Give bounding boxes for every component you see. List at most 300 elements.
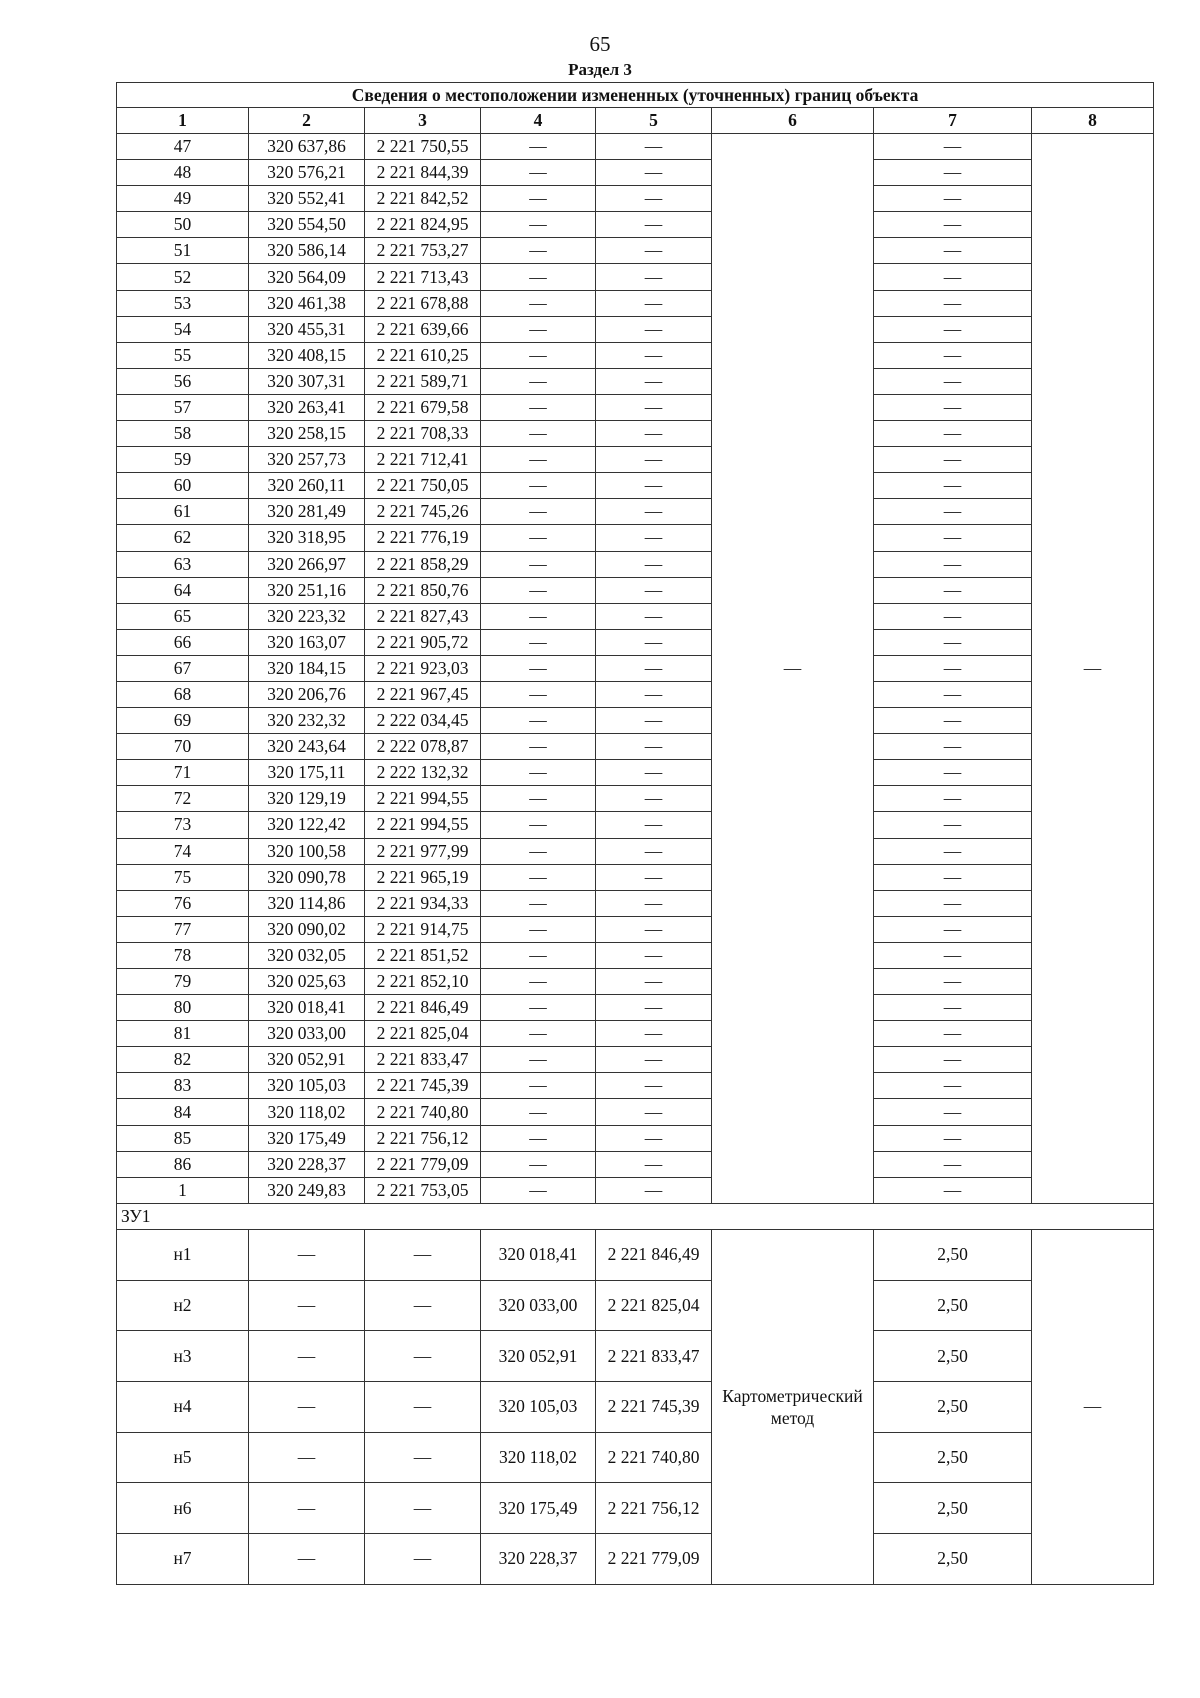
coord-x-cell: 320 184,15 — [249, 655, 365, 681]
new-y-cell: — — [596, 916, 712, 942]
column-header: 2 — [249, 108, 365, 134]
new-y-cell: — — [596, 342, 712, 368]
coord-x-cell: 320 576,21 — [249, 160, 365, 186]
new-y-cell: — — [596, 681, 712, 707]
point-number-cell: 83 — [117, 1073, 249, 1099]
new-y-cell: — — [596, 942, 712, 968]
new-y-cell: — — [596, 421, 712, 447]
new-x-cell: — — [481, 1021, 596, 1047]
new-y-cell: — — [596, 603, 712, 629]
new-y-cell: — — [596, 1151, 712, 1177]
new-x-cell: 320 118,02 — [481, 1432, 596, 1483]
coord-x-cell: 320 223,32 — [249, 603, 365, 629]
new-x-cell: — — [481, 447, 596, 473]
table-row — [117, 290, 1154, 316]
point-number-cell: 67 — [117, 655, 249, 681]
table-row — [117, 525, 1154, 551]
table-row — [117, 942, 1154, 968]
accuracy-cell: — — [874, 838, 1032, 864]
coord-y-cell: 2 221 994,55 — [365, 812, 481, 838]
point-number-cell: 48 — [117, 160, 249, 186]
column-header: 1 — [117, 108, 249, 134]
coord-x-cell: 320 114,86 — [249, 890, 365, 916]
accuracy-cell: — — [874, 577, 1032, 603]
new-x-cell: — — [481, 342, 596, 368]
point-number-cell: 73 — [117, 812, 249, 838]
point-number-cell: н3 — [117, 1331, 249, 1382]
new-y-cell: — — [596, 368, 712, 394]
coord-x-cell: — — [249, 1331, 365, 1382]
coord-y-cell: 2 221 994,55 — [365, 786, 481, 812]
coord-y-cell: 2 221 678,88 — [365, 290, 481, 316]
new-x-cell: — — [481, 264, 596, 290]
point-number-cell: 1 — [117, 1177, 249, 1203]
point-number-cell: 82 — [117, 1047, 249, 1073]
coord-x-cell: 320 100,58 — [249, 838, 365, 864]
coord-y-cell: — — [365, 1381, 481, 1432]
coord-y-cell: 2 221 745,26 — [365, 499, 481, 525]
accuracy-cell: — — [874, 786, 1032, 812]
new-y-cell: — — [596, 264, 712, 290]
accuracy-cell: — — [874, 1099, 1032, 1125]
coord-y-cell: 2 221 977,99 — [365, 838, 481, 864]
point-number-cell: 53 — [117, 290, 249, 316]
new-y-cell: — — [596, 734, 712, 760]
point-number-cell: 85 — [117, 1125, 249, 1151]
table-row — [117, 473, 1154, 499]
coord-x-cell: 320 266,97 — [249, 551, 365, 577]
point-number-cell: 52 — [117, 264, 249, 290]
coord-y-cell: 2 221 967,45 — [365, 681, 481, 707]
table-row — [117, 1099, 1154, 1125]
accuracy-cell: — — [874, 629, 1032, 655]
table-row — [117, 786, 1154, 812]
new-y-cell: — — [596, 969, 712, 995]
coord-x-cell: 320 461,38 — [249, 290, 365, 316]
point-number-cell: 64 — [117, 577, 249, 603]
new-y-cell: — — [596, 316, 712, 342]
new-x-cell: — — [481, 1073, 596, 1099]
coord-y-cell: 2 221 934,33 — [365, 890, 481, 916]
coord-y-cell: 2 222 034,45 — [365, 708, 481, 734]
coord-x-cell: 320 090,78 — [249, 864, 365, 890]
new-y-cell: — — [596, 995, 712, 1021]
accuracy-cell: — — [874, 969, 1032, 995]
accuracy-cell: — — [874, 421, 1032, 447]
table-row — [117, 890, 1154, 916]
point-number-cell: 55 — [117, 342, 249, 368]
table-row — [117, 1073, 1154, 1099]
new-x-cell: 320 033,00 — [481, 1280, 596, 1331]
new-y-cell: — — [596, 629, 712, 655]
column-header-row — [117, 108, 1154, 134]
accuracy-cell: — — [874, 708, 1032, 734]
coord-y-cell: 2 221 589,71 — [365, 368, 481, 394]
new-y-cell: — — [596, 890, 712, 916]
point-number-cell: 66 — [117, 629, 249, 655]
point-number-cell: 54 — [117, 316, 249, 342]
table-row — [117, 551, 1154, 577]
description-cell: — — [1032, 1229, 1154, 1584]
point-number-cell: 76 — [117, 890, 249, 916]
table-row — [117, 1021, 1154, 1047]
coord-y-cell: 2 221 776,19 — [365, 525, 481, 551]
coord-x-cell: 320 118,02 — [249, 1099, 365, 1125]
accuracy-cell: — — [874, 499, 1032, 525]
point-number-cell: 68 — [117, 681, 249, 707]
new-y-cell: — — [596, 655, 712, 681]
new-y-cell: — — [596, 577, 712, 603]
table-row — [117, 734, 1154, 760]
new-x-cell: — — [481, 969, 596, 995]
coord-x-cell: 320 281,49 — [249, 499, 365, 525]
accuracy-cell: 2,50 — [874, 1331, 1032, 1382]
point-number-cell: 86 — [117, 1151, 249, 1177]
new-x-cell: — — [481, 394, 596, 420]
coord-x-cell: 320 025,63 — [249, 969, 365, 995]
table-row — [117, 1047, 1154, 1073]
coord-x-cell: 320 090,02 — [249, 916, 365, 942]
new-x-cell: — — [481, 551, 596, 577]
table-row — [117, 603, 1154, 629]
point-number-cell: 56 — [117, 368, 249, 394]
new-x-cell: — — [481, 629, 596, 655]
boundary-table — [116, 82, 1154, 1585]
table-row — [117, 629, 1154, 655]
new-x-cell: 320 018,41 — [481, 1229, 596, 1280]
coord-y-cell: 2 222 078,87 — [365, 734, 481, 760]
point-number-cell: 58 — [117, 421, 249, 447]
accuracy-cell: — — [874, 525, 1032, 551]
new-y-cell: — — [596, 525, 712, 551]
coord-x-cell: 320 018,41 — [249, 995, 365, 1021]
coord-y-cell: 2 221 708,33 — [365, 421, 481, 447]
new-y-cell: — — [596, 134, 712, 160]
coord-y-cell: 2 221 756,12 — [365, 1125, 481, 1151]
point-number-cell: н7 — [117, 1533, 249, 1584]
point-number-cell: 59 — [117, 447, 249, 473]
new-x-cell: — — [481, 655, 596, 681]
table-row — [117, 1331, 1154, 1382]
point-number-cell: 47 — [117, 134, 249, 160]
table-row — [117, 681, 1154, 707]
point-number-cell: н6 — [117, 1483, 249, 1534]
accuracy-cell: — — [874, 995, 1032, 1021]
coord-y-cell: 2 221 850,76 — [365, 577, 481, 603]
coord-x-cell: 320 307,31 — [249, 368, 365, 394]
accuracy-cell: — — [874, 134, 1032, 160]
point-number-cell: 70 — [117, 734, 249, 760]
column-header: 6 — [712, 108, 874, 134]
accuracy-cell: — — [874, 1151, 1032, 1177]
coord-y-cell: 2 221 753,27 — [365, 238, 481, 264]
method-cell: Картометрический метод — [712, 1229, 874, 1584]
coord-x-cell: — — [249, 1381, 365, 1432]
accuracy-cell: 2,50 — [874, 1432, 1032, 1483]
accuracy-cell: — — [874, 238, 1032, 264]
accuracy-cell: — — [874, 1177, 1032, 1203]
new-y-cell: — — [596, 1125, 712, 1151]
new-y-cell: — — [596, 864, 712, 890]
table-row — [117, 812, 1154, 838]
table-row — [117, 1381, 1154, 1432]
coord-x-cell: 320 105,03 — [249, 1073, 365, 1099]
coord-x-cell: 320 554,50 — [249, 212, 365, 238]
table-row — [117, 577, 1154, 603]
new-x-cell: — — [481, 995, 596, 1021]
new-y-cell: — — [596, 812, 712, 838]
coord-x-cell: 320 257,73 — [249, 447, 365, 473]
accuracy-cell: — — [874, 1125, 1032, 1151]
table-row — [117, 264, 1154, 290]
table-row — [117, 421, 1154, 447]
accuracy-cell: — — [874, 212, 1032, 238]
new-y-cell: 2 221 740,80 — [596, 1432, 712, 1483]
table-row — [117, 1280, 1154, 1331]
new-y-cell: — — [596, 394, 712, 420]
new-x-cell: 320 105,03 — [481, 1381, 596, 1432]
point-number-cell: 71 — [117, 760, 249, 786]
new-y-cell: 2 221 846,49 — [596, 1229, 712, 1280]
new-y-cell: — — [596, 708, 712, 734]
accuracy-cell: — — [874, 734, 1032, 760]
accuracy-cell: — — [874, 447, 1032, 473]
new-x-cell: — — [481, 316, 596, 342]
table-row — [117, 995, 1154, 1021]
coord-y-cell: 2 221 639,66 — [365, 316, 481, 342]
coord-y-cell: 2 221 923,03 — [365, 655, 481, 681]
point-number-cell: 69 — [117, 708, 249, 734]
table-row — [117, 1177, 1154, 1203]
coord-x-cell: 320 052,91 — [249, 1047, 365, 1073]
coord-x-cell: — — [249, 1483, 365, 1534]
table-row — [117, 916, 1154, 942]
accuracy-cell: — — [874, 1073, 1032, 1099]
table-row — [117, 1125, 1154, 1151]
coord-y-cell: 2 221 745,39 — [365, 1073, 481, 1099]
new-x-cell: — — [481, 786, 596, 812]
parcel-label-row — [117, 1203, 1154, 1229]
coord-x-cell: — — [249, 1229, 365, 1280]
new-x-cell: — — [481, 708, 596, 734]
new-x-cell: — — [481, 812, 596, 838]
coord-x-cell: 320 175,49 — [249, 1125, 365, 1151]
new-y-cell: 2 221 825,04 — [596, 1280, 712, 1331]
column-header: 5 — [596, 108, 712, 134]
point-number-cell: н5 — [117, 1432, 249, 1483]
table-row — [117, 342, 1154, 368]
coord-x-cell: 320 586,14 — [249, 238, 365, 264]
point-number-cell: 60 — [117, 473, 249, 499]
accuracy-cell: 2,50 — [874, 1483, 1032, 1534]
table-row — [117, 655, 1154, 681]
accuracy-cell: — — [874, 473, 1032, 499]
new-x-cell: — — [481, 473, 596, 499]
point-number-cell: 74 — [117, 838, 249, 864]
coord-y-cell: 2 221 750,55 — [365, 134, 481, 160]
table-row — [117, 1432, 1154, 1483]
table-row — [117, 760, 1154, 786]
coord-x-cell: 320 318,95 — [249, 525, 365, 551]
point-number-cell: 65 — [117, 603, 249, 629]
table-row — [117, 212, 1154, 238]
point-number-cell: 62 — [117, 525, 249, 551]
new-x-cell: — — [481, 1099, 596, 1125]
new-y-cell: — — [596, 1099, 712, 1125]
accuracy-cell: — — [874, 681, 1032, 707]
new-x-cell: — — [481, 525, 596, 551]
accuracy-cell: — — [874, 655, 1032, 681]
accuracy-cell: — — [874, 551, 1032, 577]
coord-y-cell: — — [365, 1432, 481, 1483]
table-row — [117, 134, 1154, 160]
new-x-cell: — — [481, 681, 596, 707]
accuracy-cell: — — [874, 342, 1032, 368]
new-y-cell: — — [596, 1073, 712, 1099]
parcel-label: ЗУ1 — [117, 1203, 1154, 1229]
coord-x-cell: — — [249, 1533, 365, 1584]
table-row — [117, 708, 1154, 734]
new-y-cell: 2 221 756,12 — [596, 1483, 712, 1534]
coord-y-cell: 2 221 842,52 — [365, 186, 481, 212]
point-number-cell: 72 — [117, 786, 249, 812]
coord-y-cell: 2 221 827,43 — [365, 603, 481, 629]
accuracy-cell: — — [874, 160, 1032, 186]
new-y-cell: — — [596, 838, 712, 864]
table-row — [117, 864, 1154, 890]
new-x-cell: — — [481, 134, 596, 160]
table-row — [117, 1533, 1154, 1584]
new-x-cell: — — [481, 238, 596, 264]
coord-y-cell: 2 221 610,25 — [365, 342, 481, 368]
coord-y-cell: 2 221 844,39 — [365, 160, 481, 186]
coord-y-cell: — — [365, 1280, 481, 1331]
table-row — [117, 969, 1154, 995]
coord-x-cell: 320 260,11 — [249, 473, 365, 499]
coord-x-cell: 320 122,42 — [249, 812, 365, 838]
coord-y-cell: — — [365, 1331, 481, 1382]
new-y-cell: — — [596, 212, 712, 238]
coord-y-cell: 2 221 750,05 — [365, 473, 481, 499]
new-x-cell: — — [481, 186, 596, 212]
new-x-cell: — — [481, 1177, 596, 1203]
column-header: 4 — [481, 108, 596, 134]
point-number-cell: 81 — [117, 1021, 249, 1047]
coord-x-cell: 320 258,15 — [249, 421, 365, 447]
new-x-cell: — — [481, 421, 596, 447]
page-number: 65 — [589, 32, 611, 56]
coord-x-cell: 320 243,64 — [249, 734, 365, 760]
coord-x-cell: 320 552,41 — [249, 186, 365, 212]
new-x-cell: — — [481, 942, 596, 968]
table-row — [117, 1151, 1154, 1177]
new-y-cell: — — [596, 238, 712, 264]
coord-x-cell: — — [249, 1280, 365, 1331]
new-x-cell: 320 175,49 — [481, 1483, 596, 1534]
accuracy-cell: — — [874, 864, 1032, 890]
new-x-cell: — — [481, 890, 596, 916]
new-x-cell: — — [481, 499, 596, 525]
coord-x-cell: 320 129,19 — [249, 786, 365, 812]
new-y-cell: — — [596, 760, 712, 786]
coord-x-cell: — — [249, 1432, 365, 1483]
new-y-cell: — — [596, 473, 712, 499]
new-x-cell: — — [481, 864, 596, 890]
point-number-cell: н4 — [117, 1381, 249, 1432]
accuracy-cell: 2,50 — [874, 1280, 1032, 1331]
column-header: 3 — [365, 108, 481, 134]
accuracy-cell: 2,50 — [874, 1229, 1032, 1280]
coord-x-cell: 320 455,31 — [249, 316, 365, 342]
new-x-cell: — — [481, 1151, 596, 1177]
table-row — [117, 1483, 1154, 1534]
point-number-cell: 77 — [117, 916, 249, 942]
coord-x-cell: 320 408,15 — [249, 342, 365, 368]
coord-y-cell: 2 221 713,43 — [365, 264, 481, 290]
new-x-cell: — — [481, 577, 596, 603]
coord-y-cell: 2 221 825,04 — [365, 1021, 481, 1047]
coord-x-cell: 320 032,05 — [249, 942, 365, 968]
accuracy-cell: — — [874, 1021, 1032, 1047]
point-number-cell: 51 — [117, 238, 249, 264]
point-number-cell: н2 — [117, 1280, 249, 1331]
coord-x-cell: 320 232,32 — [249, 708, 365, 734]
point-number-cell: 49 — [117, 186, 249, 212]
accuracy-cell: — — [874, 316, 1032, 342]
table-row — [117, 447, 1154, 473]
new-y-cell: — — [596, 1021, 712, 1047]
section-title: Раздел 3 — [568, 60, 632, 79]
accuracy-cell: — — [874, 290, 1032, 316]
coord-y-cell: 2 221 779,09 — [365, 1151, 481, 1177]
coord-y-cell: 2 221 965,19 — [365, 864, 481, 890]
coord-y-cell: 2 221 753,05 — [365, 1177, 481, 1203]
point-number-cell: 80 — [117, 995, 249, 1021]
new-y-cell: 2 221 779,09 — [596, 1533, 712, 1584]
new-y-cell: — — [596, 786, 712, 812]
coord-y-cell: 2 221 712,41 — [365, 447, 481, 473]
coord-x-cell: 320 175,11 — [249, 760, 365, 786]
column-header: 8 — [1032, 108, 1154, 134]
new-y-cell: — — [596, 290, 712, 316]
point-number-cell: 78 — [117, 942, 249, 968]
new-y-cell: — — [596, 1047, 712, 1073]
new-y-cell: — — [596, 1177, 712, 1203]
accuracy-cell: — — [874, 264, 1032, 290]
new-y-cell: — — [596, 447, 712, 473]
new-y-cell: — — [596, 551, 712, 577]
coord-y-cell: 2 221 824,95 — [365, 212, 481, 238]
accuracy-cell: — — [874, 1047, 1032, 1073]
new-y-cell: — — [596, 186, 712, 212]
coord-y-cell: 2 221 833,47 — [365, 1047, 481, 1073]
accuracy-cell: — — [874, 916, 1032, 942]
new-y-cell: — — [596, 160, 712, 186]
accuracy-cell: — — [874, 603, 1032, 629]
table-row — [117, 316, 1154, 342]
accuracy-cell: — — [874, 394, 1032, 420]
point-number-cell: 79 — [117, 969, 249, 995]
accuracy-cell: — — [874, 942, 1032, 968]
coord-x-cell: 320 228,37 — [249, 1151, 365, 1177]
column-header: 7 — [874, 108, 1032, 134]
table-row — [117, 838, 1154, 864]
new-x-cell: 320 228,37 — [481, 1533, 596, 1584]
accuracy-cell: — — [874, 760, 1032, 786]
point-number-cell: 63 — [117, 551, 249, 577]
coord-x-cell: 320 249,83 — [249, 1177, 365, 1203]
new-x-cell: — — [481, 760, 596, 786]
